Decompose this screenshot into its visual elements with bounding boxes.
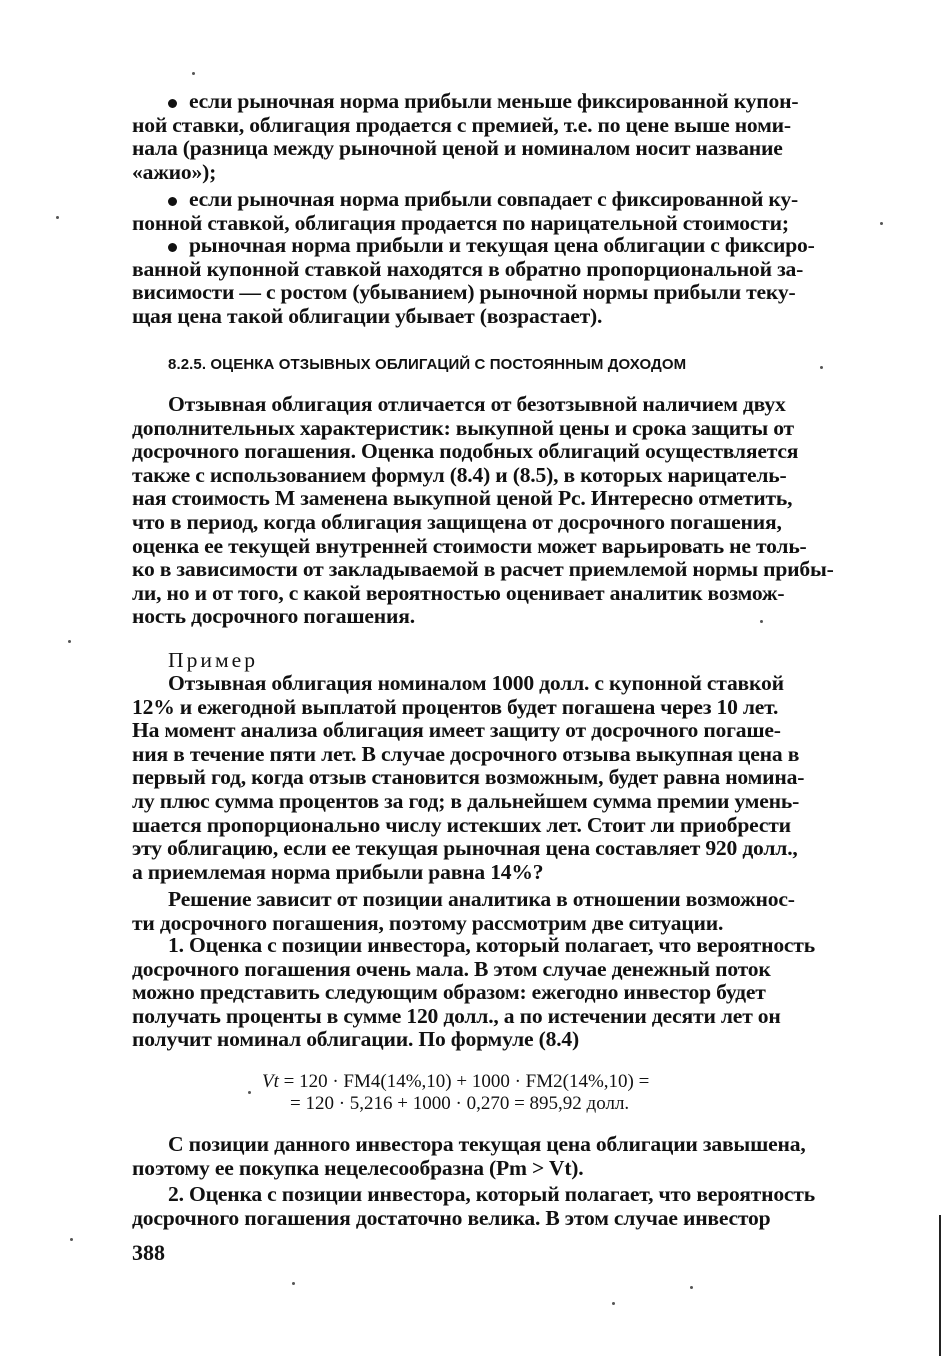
intro-line-2: дополнительных характеристик: выкупной цены и срока защиты от bbox=[132, 415, 794, 440]
case2-line-2: досрочного погашения достаточно велика. В этом случае инвестор bbox=[132, 1205, 771, 1230]
example-line-4: ния в течение пяти лет. В случае досрочного отзыва выкупная цена в bbox=[132, 741, 800, 766]
case1-line-3: можно представить следующим образом: ежегодно инвестор будет bbox=[132, 980, 766, 1005]
formula-line-2: = 120 · 5,216 + 1000 · 0,270 = 895,92 долл. bbox=[290, 1093, 630, 1114]
bullet-3-line-4: щая цена такой облигации убывает (возрастает). bbox=[132, 303, 603, 328]
bullet-1-line-3: нала (разница между рыночной ценой и номиналом носит название bbox=[132, 136, 783, 161]
case1-line-2: досрочного погашения очень мала. В этом случае денежный поток bbox=[132, 956, 771, 981]
conclusion-line-2: поэтому ее покупка нецелесообразна (Pm > Vt). bbox=[132, 1155, 584, 1180]
intro-line-5: ная стоимость M заменена выкупной ценой Pc. Интересно отметить, bbox=[132, 486, 793, 511]
example-line-2: 12% и ежегодной выплатой процентов будет погашена через 10 лет. bbox=[132, 694, 779, 719]
section-heading: 8.2.5. ОЦЕНКА ОТЗЫВНЫХ ОБЛИГАЦИЙ С ПОСТОЯННЫМ ДОХОДОМ bbox=[168, 356, 687, 373]
solution-line-1: Решение зависит от позиции аналитика в отношении возможнос- bbox=[168, 887, 795, 911]
scan-speck bbox=[880, 222, 883, 225]
intro-paragraph bbox=[132, 393, 848, 629]
page-number: 388 bbox=[132, 1240, 165, 1265]
scan-speck bbox=[690, 1286, 693, 1289]
scan-speck bbox=[56, 216, 59, 219]
bullet-dot-icon bbox=[168, 197, 177, 206]
intro-line-9: ли, но и от того, с какой вероятностью оценивает аналитик возмож- bbox=[132, 580, 785, 605]
solution-line-2: ти досрочного погашения, поэтому рассмотрим две ситуации. bbox=[132, 910, 724, 935]
case1-line-5: получит номинал облигации. По формуле (8.4) bbox=[132, 1027, 579, 1052]
solution-paragraph bbox=[132, 888, 848, 935]
bullet-dot-icon bbox=[168, 99, 177, 108]
scan-speck bbox=[192, 72, 195, 75]
example-paragraph bbox=[132, 672, 848, 884]
bullet-item-3 bbox=[132, 234, 848, 328]
bullet-2-line-1: если рыночная норма прибыли совпадает с фиксированной ку- bbox=[189, 187, 798, 211]
formula-lhs: Vt bbox=[262, 1071, 279, 1092]
scan-edge-line bbox=[939, 1215, 941, 1356]
formula-rhs: = 120 · FM4(14%,10) + 1000 · FM2(14%,10) = bbox=[283, 1071, 650, 1092]
case1-line-1: 1. Оценка с позиции инвестора, который полагает, что вероятность bbox=[168, 933, 815, 957]
bullet-3-line-2: ванной купонной ставкой находятся в обратно пропорциональной за- bbox=[132, 256, 804, 281]
example-label: Пример bbox=[168, 648, 258, 672]
scan-speck bbox=[68, 640, 71, 643]
case1-line-4: получать проценты в сумме 120 долл., а по истечении десяти лет он bbox=[132, 1003, 781, 1028]
example-line-3: На момент анализа облигация имеет защиту от досрочного погаше- bbox=[132, 718, 781, 743]
case2-line-1: 2. Оценка с позиции инвестора, который полагает, что вероятность bbox=[168, 1182, 815, 1206]
bullet-1-line-1: если рыночная норма прибыли меньше фиксированной купон- bbox=[189, 89, 799, 113]
example-line-9: а приемлемая норма прибыли равна 14%? bbox=[132, 859, 544, 884]
intro-line-10: ность досрочного погашения. bbox=[132, 604, 415, 629]
example-line-5: первый год, когда отзыв становится возможным, будет равна номина- bbox=[132, 765, 805, 790]
formula-line-1 bbox=[262, 1071, 649, 1093]
bullet-item-2 bbox=[132, 188, 848, 235]
scan-speck bbox=[292, 1282, 295, 1285]
bullet-item-1 bbox=[132, 90, 848, 184]
case2-paragraph bbox=[132, 1183, 848, 1230]
bullet-dot-icon bbox=[168, 243, 177, 252]
bullet-1-line-4: «ажио»); bbox=[132, 159, 217, 184]
scan-speck bbox=[70, 1238, 73, 1241]
intro-line-7: оценка ее текущей внутренней стоимости может варьировать не толь- bbox=[132, 533, 807, 558]
bullet-2-line-2: понной ставкой, облигация продается по нарицательной стоимости; bbox=[132, 210, 789, 235]
intro-line-8: ко в зависимости от закладываемой в расчет приемлемой нормы прибы- bbox=[132, 557, 834, 582]
case1-paragraph bbox=[132, 934, 848, 1052]
intro-line-3: досрочного погашения. Оценка подобных облигаций осуществляется bbox=[132, 439, 799, 464]
example-line-1: Отзывная облигация номиналом 1000 долл. с купонной ставкой bbox=[168, 671, 784, 695]
conclusion-line-1: С позиции данного инвестора текущая цена облигации завышена, bbox=[168, 1132, 806, 1156]
bullet-3-line-3: висимости — с ростом (убыванием) рыночной нормы прибыли теку- bbox=[132, 280, 796, 305]
bullet-1-line-2: ной ставки, облигация продается с премией, т.е. по цене выше номи- bbox=[132, 112, 791, 137]
scan-speck bbox=[760, 620, 763, 623]
example-line-8: эту облигацию, если ее текущая рыночная цена составляет 920 долл., bbox=[132, 836, 798, 861]
intro-line-4: также с использованием формул (8.4) и (8.5), в которых нарицатель- bbox=[132, 462, 787, 487]
intro-line-1: Отзывная облигация отличается от безотзывной наличием двух bbox=[168, 392, 786, 416]
bullet-3-line-1: рыночная норма прибыли и текущая цена облигации с фиксиро- bbox=[189, 233, 815, 257]
intro-line-6: что в период, когда облигация защищена от досрочного погашения, bbox=[132, 509, 782, 534]
scan-speck bbox=[820, 366, 823, 369]
scan-speck bbox=[248, 1091, 251, 1094]
example-line-6: лу плюс сумма процентов за год; в дальнейшем сумма премии умень- bbox=[132, 788, 800, 813]
conclusion-paragraph bbox=[132, 1133, 848, 1180]
example-line-7: шается пропорционально числу истекших лет. Стоит ли приобрести bbox=[132, 812, 791, 837]
scan-speck bbox=[612, 1302, 615, 1305]
